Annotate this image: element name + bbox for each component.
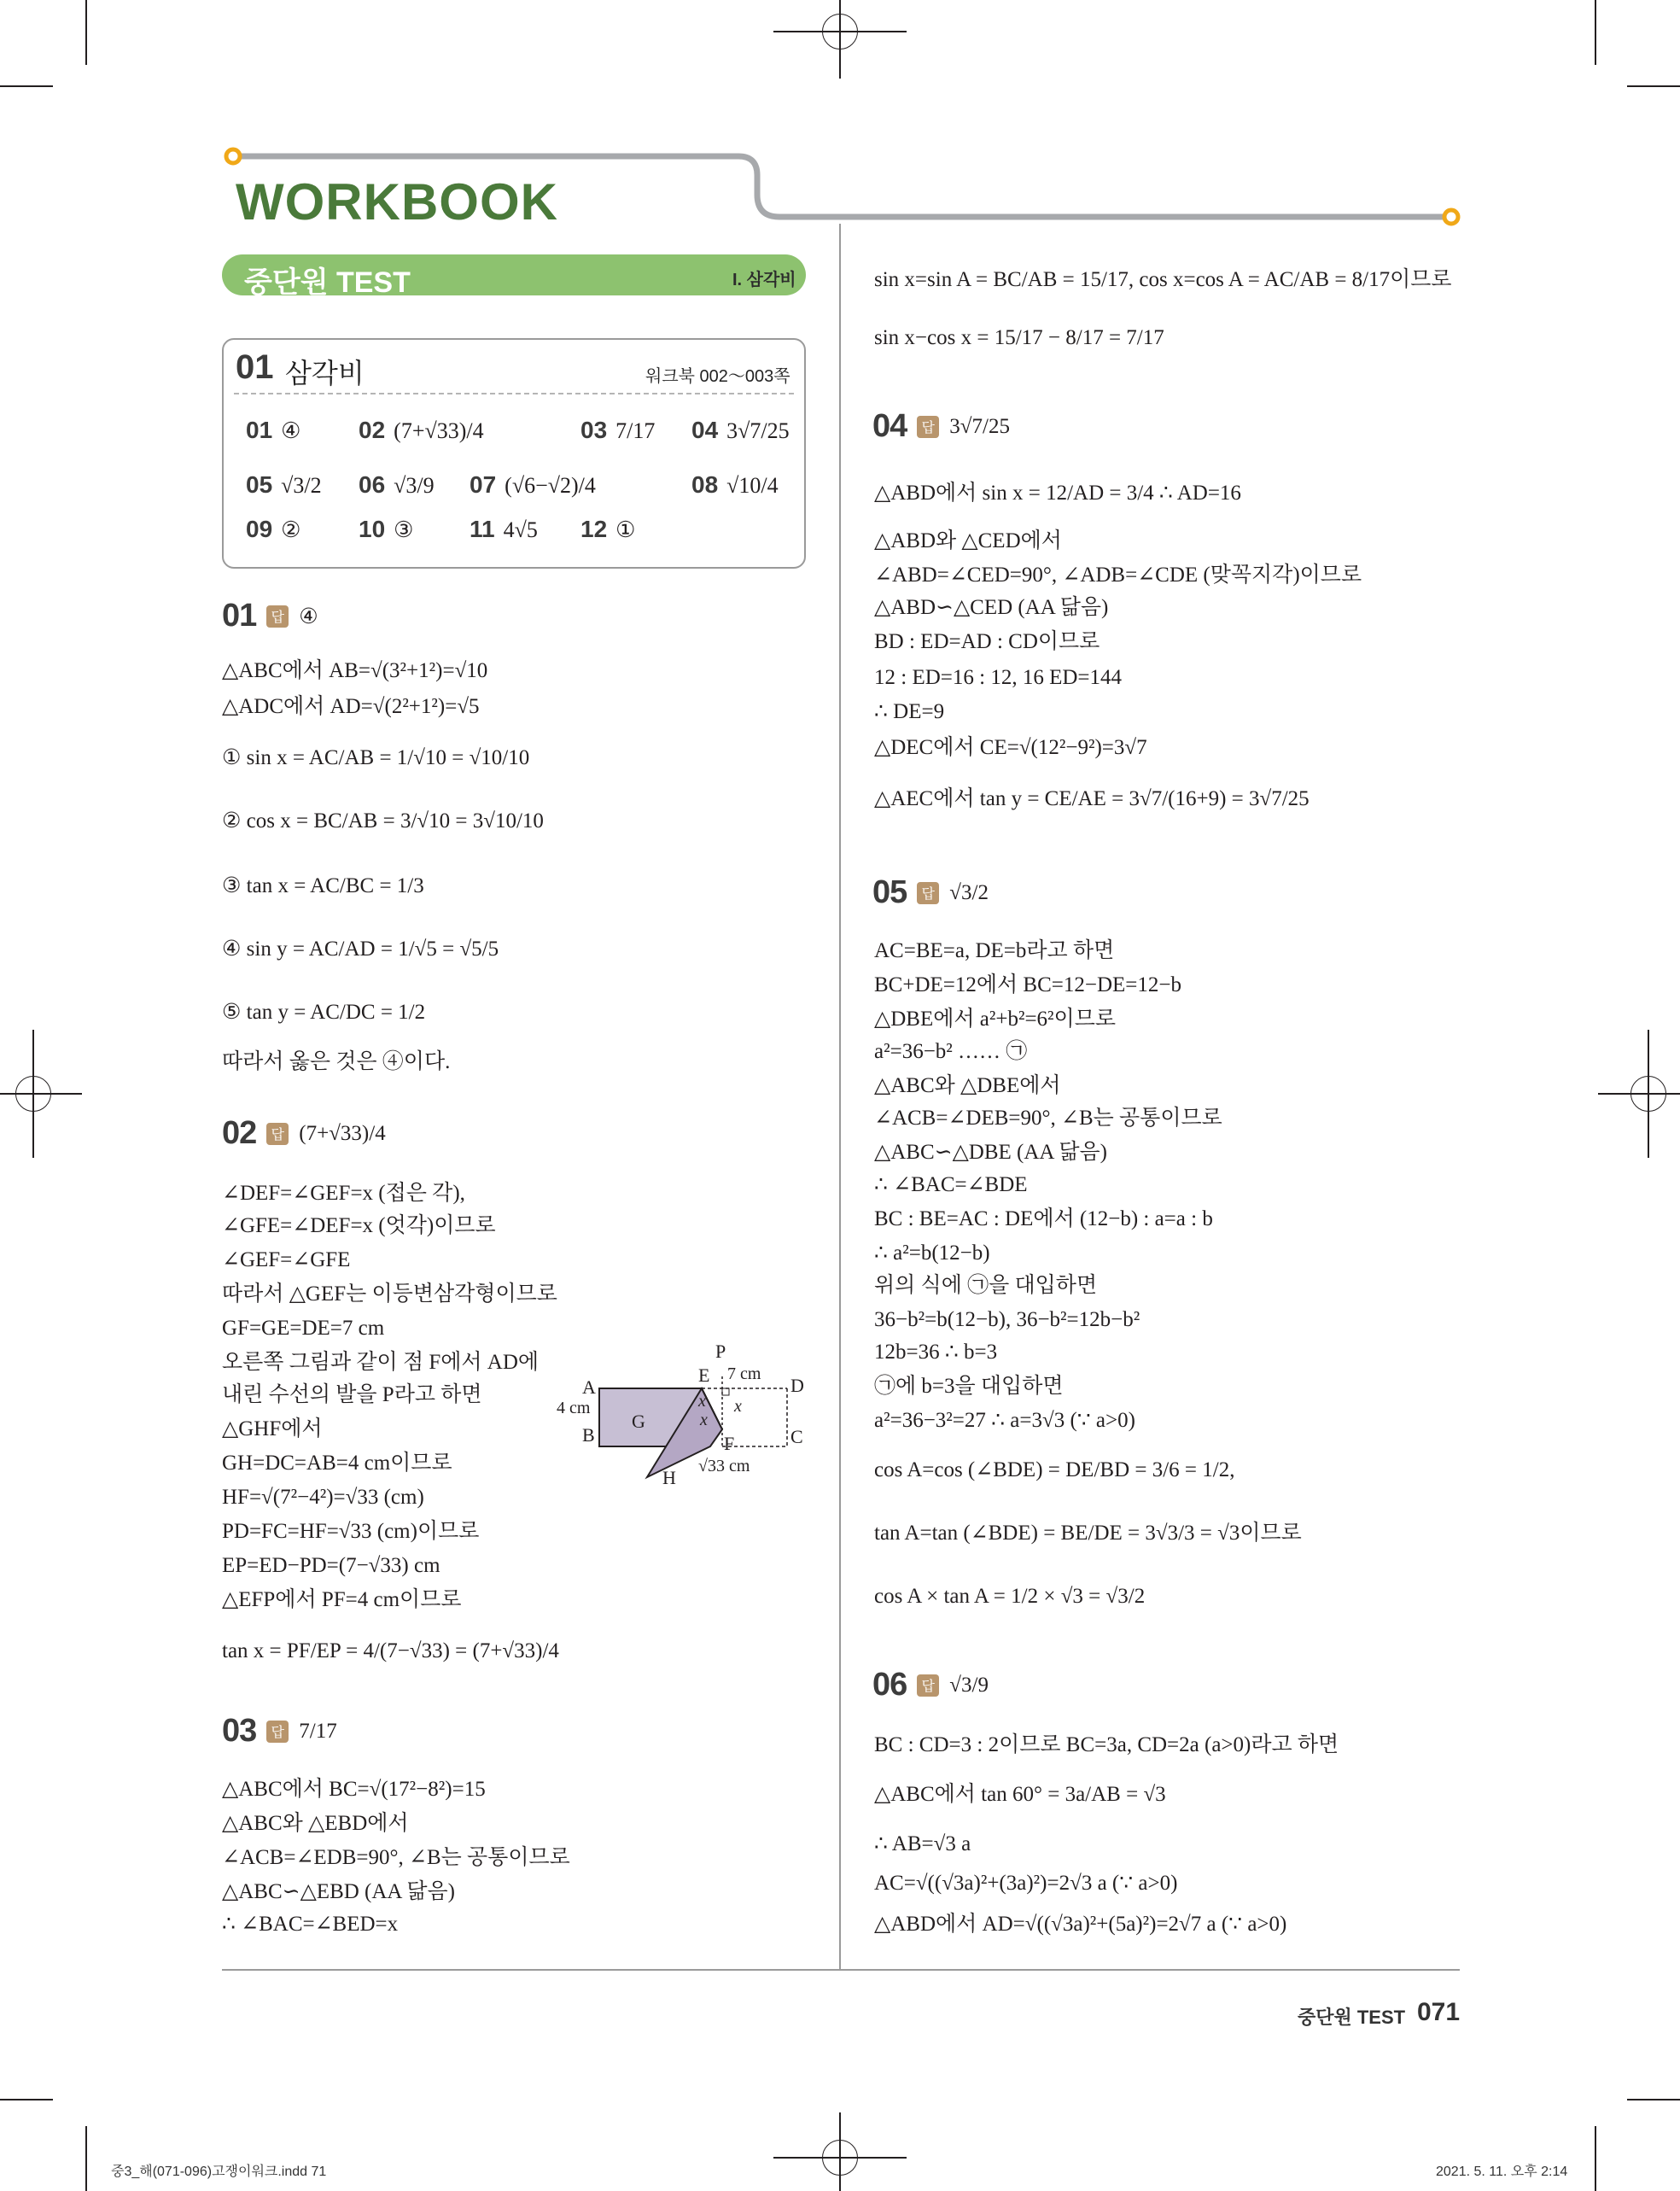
solution-line: ∠GFE=∠DEF=x (엇각)이므로 [222,1214,496,1237]
answer-badge: 답 [266,1123,289,1145]
solution-line: △DBE에서 a²+b²=6²이므로 [874,1008,1117,1031]
page-number: 071 [1417,1998,1461,2026]
solution-line: 36−b²=b(12−b), 36−b²=12b−b² [874,1308,1140,1331]
solution-line: BC : BE=AC : DE에서 (12−b) : a=a : b [874,1207,1213,1230]
solution-line: △ABC∽△EBD (AA 닮음) [222,1880,455,1903]
solution-line: EP=ED−PD=(7−√33) cm [222,1554,440,1577]
solution-line: 오른쪽 그림과 같이 점 F에서 AD에 [222,1351,540,1374]
solution-line: GF=GE=DE=7 cm [222,1317,385,1340]
question-answer: 7/17 [299,1719,337,1743]
solution-line: △ABC에서 BC=√(17²−8²)=15 [222,1778,486,1801]
solution-line: 위의 식에 ㉠을 대입하면 [874,1274,1098,1297]
figure-label: P [715,1341,726,1362]
solution-line: ⑤ tan y = AC/DC = 1/2 [222,1001,426,1024]
solution-line: △ADC에서 AD=√(2²+1²)=√5 [222,695,480,718]
figure-label: x [734,1397,742,1416]
answer-cell: 12 ① [580,516,636,542]
answer-cell: 09 ② [246,516,301,542]
solution-line: AC=BE=a, DE=b라고 하면 [874,939,1115,962]
answer-badge: 답 [266,1721,289,1743]
solution-line: △ABD와 △CED에서 [874,529,1062,552]
solution-line: △ABC와 △EBD에서 [222,1812,409,1835]
solution-line: ④ sin y = AC/AD = 1/√5 = √5/5 [222,938,499,961]
crop-mark [0,2099,53,2100]
question-answer: 3√7/25 [949,414,1010,438]
solution-line: △ABC에서 AB=√(3²+1²)=√10 [222,659,488,682]
solution-line: ③ tan x = AC/BC = 1/3 [222,874,424,897]
question-number: 02 [222,1115,257,1151]
question-heading [222,598,318,634]
solution-line: △ABD에서 sin x = 12/AD = 3/4 ∴ AD=16 [874,482,1241,505]
question-heading [222,1115,386,1152]
solution-line: GH=DC=AB=4 cm이므로 [222,1452,452,1475]
crop-mark [0,85,53,87]
solution-line: ㉠에 b=3을 대입하면 [874,1375,1064,1398]
answer-cell: 03 7/17 [580,417,656,443]
crop-mark [839,0,841,79]
crop-mark [1595,0,1596,65]
crop-mark [1648,1030,1649,1158]
question-number: 01 [222,598,257,634]
question-heading [872,874,989,911]
answer-badge: 답 [917,416,939,438]
solution-line: ∠ABD=∠CED=90°, ∠ADB=∠CDE (맞꼭지각)이므로 [874,564,1362,587]
answer-box-number: 01 [236,348,274,386]
answer-cell: 02 (7+√33)/4 [359,417,484,443]
question-heading [222,1713,337,1750]
solution-line: PD=FC=HF=√33 (cm)이므로 [222,1520,480,1543]
figure-label: E [698,1364,710,1386]
question-answer: √3/2 [949,880,989,904]
solution-line: cos A × tan A = 1/2 × √3 = √3/2 [874,1585,1146,1608]
footer-section: 중단원 TEST [1298,2007,1406,2028]
solution-line: sin x=sin A = BC/AB = 15/17, cos x=cos A = AC/AB = 8/17이므로 [874,268,1452,291]
crop-mark [839,2112,841,2191]
question-heading [872,408,1010,445]
solution-line: 12b=36 ∴ b=3 [874,1341,998,1364]
solution-line: 12 : ED=16 : 12, 16 ED=144 [874,666,1122,689]
solution-line: 내린 수선의 발을 P라고 하면 [222,1383,482,1406]
answer-box-title: 삼각비 [285,358,365,389]
figure-label: H [662,1467,676,1488]
solution-line: △ABD에서 AD=√((√3a)²+(5a)²)=2√7 a (∵ a>0) [874,1913,1287,1936]
question-heading [872,1667,989,1703]
answer-cell: 06 √3/9 [359,471,435,498]
solution-line: △ABC∽△DBE (AA 닮음) [874,1141,1107,1164]
solution-line: △DEC에서 CE=√(12²−9²)=3√7 [874,736,1147,759]
answer-cell: 07 (√6−√2)/4 [470,471,596,498]
solution-line: ∠ACB=∠EDB=90°, ∠B는 공통이므로 [222,1846,570,1869]
brand-title: WORKBOOK [236,173,558,231]
section-subject: I. 삼각비 [732,271,796,289]
figure-label: G [632,1411,645,1432]
question-number: 06 [872,1667,907,1703]
solution-line: 따라서 △GEF는 이등변삼각형이므로 [222,1282,557,1306]
solution-line: ① sin x = AC/AB = 1/√10 = √10/10 [222,746,530,769]
solution-line: △ABC에서 tan 60° = 3a/AB = √3 [874,1783,1166,1806]
solution-line: BC+DE=12에서 BC=12−DE=12−b [874,973,1181,996]
solution-line: ∴ AB=√3 a [874,1832,971,1855]
answer-cell: 08 √10/4 [691,471,779,498]
crop-mark [1627,85,1680,87]
answer-box-dashed-line [234,393,794,394]
solution-line: ∠ACB=∠DEB=90°, ∠B는 공통이므로 [874,1107,1222,1130]
crop-mark [85,0,87,65]
solution-line: BD : ED=AD : CD이므로 [874,630,1100,653]
solution-line: △EFP에서 PF=4 cm이므로 [222,1588,462,1611]
solution-line: △ABD∽△CED (AA 닮음) [874,596,1109,619]
solution-line: sin x−cos x = 15/17 − 8/17 = 7/17 [874,326,1164,349]
figure-label: 7 cm [727,1364,761,1383]
answer-badge: 답 [266,605,289,628]
solution-line: ∠GEF=∠GFE [222,1248,351,1271]
question-answer: ④ [299,605,318,628]
figure-label: F [724,1433,735,1454]
figure-label: D [790,1375,804,1396]
crop-mark [32,1030,34,1158]
answer-badge: 답 [917,1674,939,1697]
solution-line: cos A=cos (∠BDE) = DE/BD = 3/6 = 1/2, [874,1458,1235,1481]
solution-line: 따라서 옳은 것은 ④이다. [222,1050,451,1073]
answer-cell: 10 ③ [359,516,414,542]
column-divider [839,224,841,1970]
answer-cell: 04 3√7/25 [691,417,790,443]
figure-label: x [698,1392,706,1411]
figure-label: C [790,1426,803,1447]
answer-cell: 11 4√5 [470,516,538,542]
figure-label: √33 cm [698,1457,750,1475]
solution-line: tan A=tan (∠BDE) = BE/DE = 3√3/3 = √3이므로 [874,1522,1302,1545]
question-number: 03 [222,1713,257,1749]
question-number: 04 [872,408,907,444]
answer-cell: 05 √3/2 [246,471,322,498]
folded-rectangle-figure [555,1346,820,1499]
crop-mark [85,2126,87,2191]
solution-line: △ABC와 △DBE에서 [874,1074,1061,1097]
solution-line: BC : CD=3 : 2이므로 BC=3a, CD=2a (a>0)라고 하면 [874,1733,1339,1756]
file-name: 중3_해(071-096)고쟁이워크.indd 71 [111,2165,327,2179]
solution-line: ② cos x = BC/AB = 3/√10 = 3√10/10 [222,809,544,833]
solution-line: ∴ a²=b(12−b) [874,1242,990,1265]
section-title: 중단원 TEST [244,266,411,299]
question-answer: (7+√33)/4 [299,1121,386,1145]
figure-label: B [582,1424,595,1446]
answer-cell: 01 ④ [246,417,301,443]
solution-line: HF=√(7²−4²)=√33 (cm) [222,1486,424,1509]
answer-box-ref: 워크북 002～003쪽 [645,367,790,386]
solution-line: AC=√((√3a)²+(3a)²)=2√3 a (∵ a>0) [874,1872,1178,1895]
figure-label: x [700,1411,708,1429]
print-date: 2021. 5. 11. 오후 2:14 [1436,2165,1568,2179]
solution-line: ∠DEF=∠GEF=x (접은 각), [222,1182,465,1205]
figure-label: 4 cm [557,1399,591,1417]
crop-mark [1595,2126,1596,2191]
solution-line: ∴ ∠BAC=∠BDE [874,1173,1028,1196]
solution-line: tan x = PF/EP = 4/(7−√33) = (7+√33)/4 [222,1639,559,1662]
solution-line: ∴ DE=9 [874,700,945,723]
solution-line: △AEC에서 tan y = CE/AE = 3√7/(16+9) = 3√7/25 [874,787,1310,810]
solution-line: a²=36−3²=27 ∴ a=3√3 (∵ a>0) [874,1409,1135,1432]
question-answer: √3/9 [949,1673,989,1697]
solution-line: △GHF에서 [222,1417,323,1440]
crop-mark [0,1093,82,1095]
solution-line: a²=36−b² …… ㉠ [874,1040,1028,1063]
crop-mark [1627,2099,1680,2100]
solution-line: ∴ ∠BAC=∠BED=x [222,1913,399,1936]
answer-badge: 답 [917,882,939,904]
question-number: 05 [872,874,907,910]
figure-label: A [582,1376,596,1398]
bottom-rule [222,1969,1460,1971]
crop-mark [1598,1093,1680,1095]
